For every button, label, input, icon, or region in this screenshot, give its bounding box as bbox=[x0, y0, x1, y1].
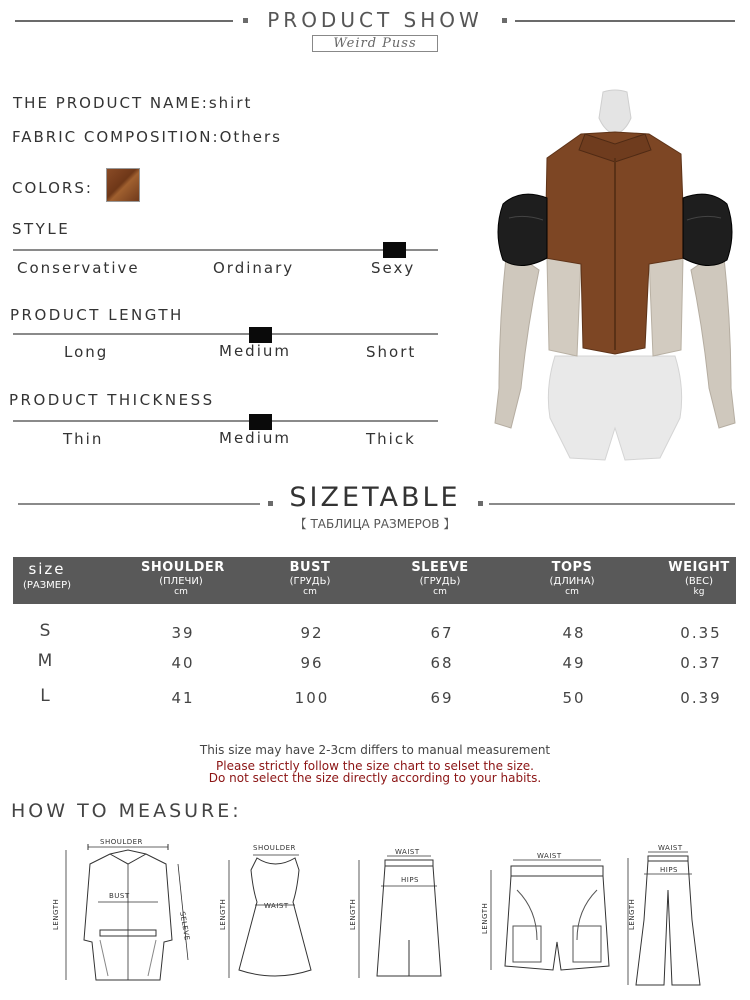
style-scale-line bbox=[13, 249, 438, 251]
jacket-sleeve-label: SELEVE bbox=[178, 910, 192, 942]
cell-shoulder: 39 bbox=[171, 624, 195, 642]
cell-weight: 0.39 bbox=[680, 689, 722, 707]
cell-size: S bbox=[39, 621, 51, 641]
size-warning-1: Please strictly follow the size chart to selset the size. bbox=[216, 759, 534, 773]
skirt-hips-label: HIPS bbox=[401, 876, 419, 884]
length-scale-marker bbox=[249, 327, 272, 343]
col-weight: WEIGHT (ВЕС) kg bbox=[668, 560, 730, 597]
length-title: PRODUCT LENGTH bbox=[10, 306, 184, 324]
colors-label: COLORS: bbox=[12, 179, 93, 197]
thickness-label-thick: Thick bbox=[366, 430, 416, 448]
length-label-long: Long bbox=[64, 343, 109, 361]
fabric-composition: FABRIC COMPOSITION:Others bbox=[12, 128, 282, 146]
brand-subtitle: Weird Puss bbox=[312, 35, 438, 52]
thickness-title: PRODUCT THICKNESS bbox=[9, 391, 215, 409]
product-show-title: PRODUCT SHOW bbox=[267, 8, 483, 32]
cell-bust: 96 bbox=[300, 654, 324, 672]
jacket-length-label: LENGTH bbox=[52, 898, 60, 930]
sizetable-subtitle: 【 ТАБЛИЦА РАЗМЕРОВ 】 bbox=[294, 517, 456, 531]
cell-size: L bbox=[40, 686, 50, 706]
sizetable-dot-right bbox=[478, 501, 483, 506]
thickness-scale-line bbox=[13, 420, 438, 422]
cell-sleeve: 68 bbox=[430, 654, 454, 672]
col-sleeve: SLEEVE (ГРУДЬ) cm bbox=[411, 560, 469, 597]
thickness-label-thin: Thin bbox=[63, 430, 104, 448]
pants-length-label: LENGTH bbox=[628, 898, 636, 930]
pants-waist-label: WAIST bbox=[658, 844, 683, 852]
product-photo bbox=[485, 88, 745, 466]
header-rule-left bbox=[15, 20, 233, 22]
header-rule-right bbox=[515, 20, 735, 22]
length-label-short: Short bbox=[366, 343, 417, 361]
sizetable-rule-left bbox=[18, 503, 260, 505]
thickness-label-medium: Medium bbox=[219, 429, 291, 447]
size-note: This size may have 2-3cm differs to manual measurement bbox=[199, 743, 551, 757]
size-warning-2: Do not select the size directly according to your habits. bbox=[208, 771, 542, 785]
color-swatch[interactable] bbox=[106, 168, 140, 202]
cell-sleeve: 67 bbox=[430, 624, 454, 642]
style-label-sexy: Sexy bbox=[371, 259, 416, 277]
cell-size: M bbox=[37, 651, 53, 671]
thickness-scale-marker bbox=[249, 414, 272, 430]
style-title: STYLE bbox=[12, 220, 71, 238]
length-label-medium: Medium bbox=[219, 342, 291, 360]
product-name: THE PRODUCT NAME:shirt bbox=[13, 94, 253, 112]
jacket-diagram bbox=[48, 830, 198, 990]
cell-shoulder: 41 bbox=[171, 689, 195, 707]
sizetable-rule-right bbox=[489, 503, 735, 505]
col-tops: TOPS (ДЛИНА) cm bbox=[549, 560, 595, 597]
skirt-diagram bbox=[345, 830, 445, 990]
dress-length-label: LENGTH bbox=[219, 898, 227, 930]
cell-tops: 48 bbox=[562, 624, 586, 642]
shorts-diagram bbox=[477, 830, 617, 990]
sizetable-title: SIZETABLE bbox=[289, 482, 461, 513]
skirt-length-label: LENGTH bbox=[349, 898, 357, 930]
skirt-waist-label: WAIST bbox=[395, 848, 420, 856]
dress-waist-label: WAIST bbox=[264, 902, 289, 910]
cell-bust: 92 bbox=[300, 624, 324, 642]
style-label-conservative: Conservative bbox=[17, 259, 140, 277]
pants-hips-label: HIPS bbox=[660, 866, 678, 874]
col-shoulder: SHOULDER (ПЛЕЧИ) cm bbox=[141, 560, 225, 597]
cell-shoulder: 40 bbox=[171, 654, 195, 672]
shorts-waist-label: WAIST bbox=[537, 852, 562, 860]
cell-bust: 100 bbox=[294, 689, 330, 707]
style-label-ordinary: Ordinary bbox=[213, 259, 295, 277]
style-scale-marker bbox=[383, 242, 406, 258]
shorts-length-label: LENGTH bbox=[481, 902, 489, 934]
cell-weight: 0.35 bbox=[680, 624, 722, 642]
jacket-shoulder-label: SHOULDER bbox=[100, 838, 143, 846]
pants-diagram bbox=[620, 830, 710, 990]
col-bust: BUST (ГРУДЬ) cm bbox=[289, 560, 331, 597]
size-table-header bbox=[13, 557, 736, 604]
cell-tops: 49 bbox=[562, 654, 586, 672]
dress-diagram bbox=[215, 830, 315, 990]
cell-sleeve: 69 bbox=[430, 689, 454, 707]
jacket-bust-label: BUST bbox=[109, 892, 130, 900]
header-dot-right bbox=[502, 18, 507, 23]
cell-tops: 50 bbox=[562, 689, 586, 707]
length-scale-line bbox=[13, 333, 438, 335]
cell-weight: 0.37 bbox=[680, 654, 722, 672]
col-size: size (РАЗМЕР) bbox=[22, 560, 72, 591]
how-to-measure-title: HOW TO MEASURE: bbox=[11, 800, 242, 822]
dress-shoulder-label: SHOULDER bbox=[253, 844, 296, 852]
